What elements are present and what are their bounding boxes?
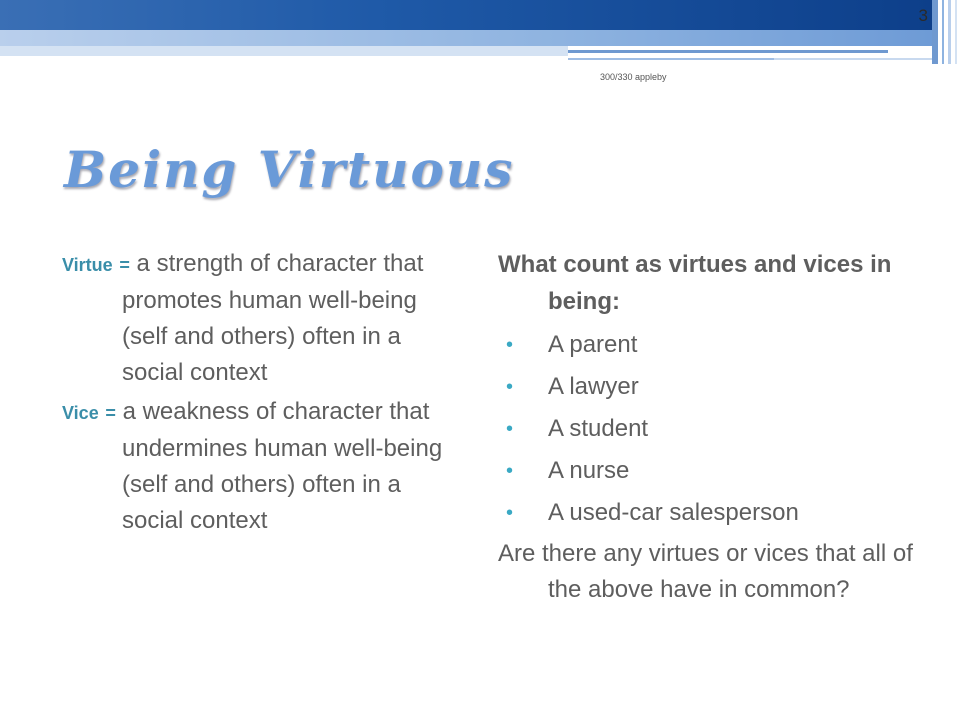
list-item <box>498 408 918 450</box>
virtue-term: Virtue <box>62 255 113 275</box>
bullet-icon: • <box>506 334 514 356</box>
header-vertical-line <box>942 0 944 64</box>
footer-text: 300/330 appleby <box>600 72 667 82</box>
list-item <box>498 366 918 408</box>
list-item-text: A lawyer <box>548 373 639 400</box>
list-item-text: A used-car salesperson <box>548 499 799 526</box>
virtue-equals: = <box>119 255 130 275</box>
list-item-text: A student <box>548 415 649 442</box>
bullet-icon: • <box>506 460 514 482</box>
closing-question: Are there any virtues or vices that all of the above have in common? <box>498 540 913 603</box>
vice-equals: = <box>105 403 116 423</box>
header-band <box>0 30 932 46</box>
header-vertical-line <box>948 0 951 64</box>
header-line <box>774 58 932 60</box>
vice-definition-text: a weakness of character that undermines human well-being (self and others) often in a social context <box>122 398 443 534</box>
list-item-text: A nurse <box>548 457 630 484</box>
header-vertical-line <box>932 0 938 64</box>
bullet-icon: • <box>506 376 514 398</box>
header-band-light <box>0 46 568 56</box>
vice-definition <box>62 394 462 539</box>
left-column <box>62 246 462 542</box>
right-heading: What count as virtues and vices in being: <box>498 251 892 315</box>
slide-number: 3 <box>918 6 928 25</box>
list-item-text: A parent <box>548 331 638 358</box>
virtue-definition <box>62 246 462 391</box>
bullet-icon: • <box>506 502 514 524</box>
bullet-icon: • <box>506 418 514 440</box>
list-item <box>498 492 918 534</box>
header-vertical-line <box>955 0 957 64</box>
header-bar <box>0 0 932 30</box>
right-column <box>498 246 918 608</box>
list-item <box>498 450 918 492</box>
slide-title: Being Virtuous <box>64 140 515 199</box>
list-item <box>498 324 918 366</box>
header-line <box>568 58 774 60</box>
bullet-list <box>498 324 918 534</box>
virtue-definition-text: a strength of character that promotes human well-being (self and others) often in a social context <box>122 250 424 386</box>
vice-term: Vice <box>62 403 99 423</box>
header-line <box>568 50 888 53</box>
